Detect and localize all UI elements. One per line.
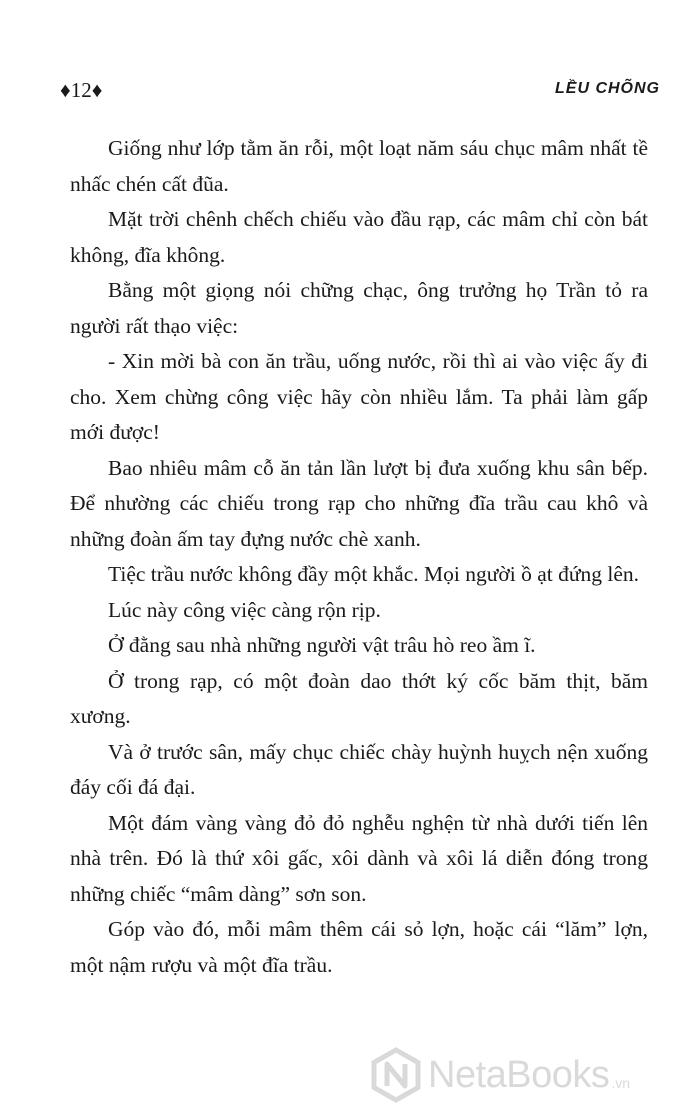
page-number: ♦12♦ xyxy=(60,78,103,102)
paragraph-dialogue: - Xin mời bà con ăn trầu, uống nước, rồi thì ai vào việc ấy đi cho. Xem chừng công việc hãy còn nhiều lắm. Ta phải làm gấp mới được! xyxy=(70,349,648,444)
paragraph: Và ở trước sân, mấy chục chiếc chày huỳnh huỵch nện xuống đáy cối đá đại. xyxy=(70,739,648,799)
running-title: LỀU CHÕNG xyxy=(555,80,660,97)
paragraph: Ở đằng sau nhà những người vật trâu hò reo ầm ĩ. xyxy=(108,633,536,657)
paragraph: Một đám vàng vàng đỏ đỏ nghễu nghện từ nhà dưới tiến lên nhà trên. Đó là thứ xôi gấc, xôi dành và xôi lá diễn đóng trong những chiếc “mâm dàng” sơn son. xyxy=(70,810,648,906)
paragraph: Bằng một giọng nói chững chạc, ông trưởng họ Trần tỏ ra người rất thạo việc: xyxy=(70,278,648,338)
page-header xyxy=(60,78,660,108)
paragraph: Ở trong rạp, có một đoàn dao thớt ký cốc băm thịt, băm xương. xyxy=(70,668,648,728)
paragraph: Tiệc trầu nước không đầy một khắc. Mọi người ồ ạt đứng lên. xyxy=(108,562,640,586)
body-text xyxy=(70,131,648,983)
paragraph: Lúc này công việc càng rộn rịp. xyxy=(108,597,381,622)
paragraph: Giống như lớp tằm ăn rỗi, một loạt năm sáu chục mâm nhất tề nhấc chén cất đũa. xyxy=(70,136,648,196)
watermark-brand: NetaBooks xyxy=(428,1053,610,1096)
paragraph: Mặt trời chênh chếch chiếu vào đầu rạp, các mâm chỉ còn bát không, đĩa không. xyxy=(70,207,648,267)
paragraph: Bao nhiêu mâm cỗ ăn tản lần lượt bị đưa xuống khu sân bếp. Để nhường các chiếu trong rạp cho những đĩa trầu cau khô và những đoàn ấm tay đựng nước chè xanh. xyxy=(70,455,648,551)
netabooks-logo-icon xyxy=(368,1047,424,1103)
paragraph: Góp vào đó, mỗi mâm thêm cái sỏ lợn, hoặc cái “lăm” lợn, một nậm rượu và một đĩa trầu. xyxy=(70,917,648,977)
watermark xyxy=(368,1045,698,1105)
watermark-suffix: .vn xyxy=(611,1075,631,1091)
